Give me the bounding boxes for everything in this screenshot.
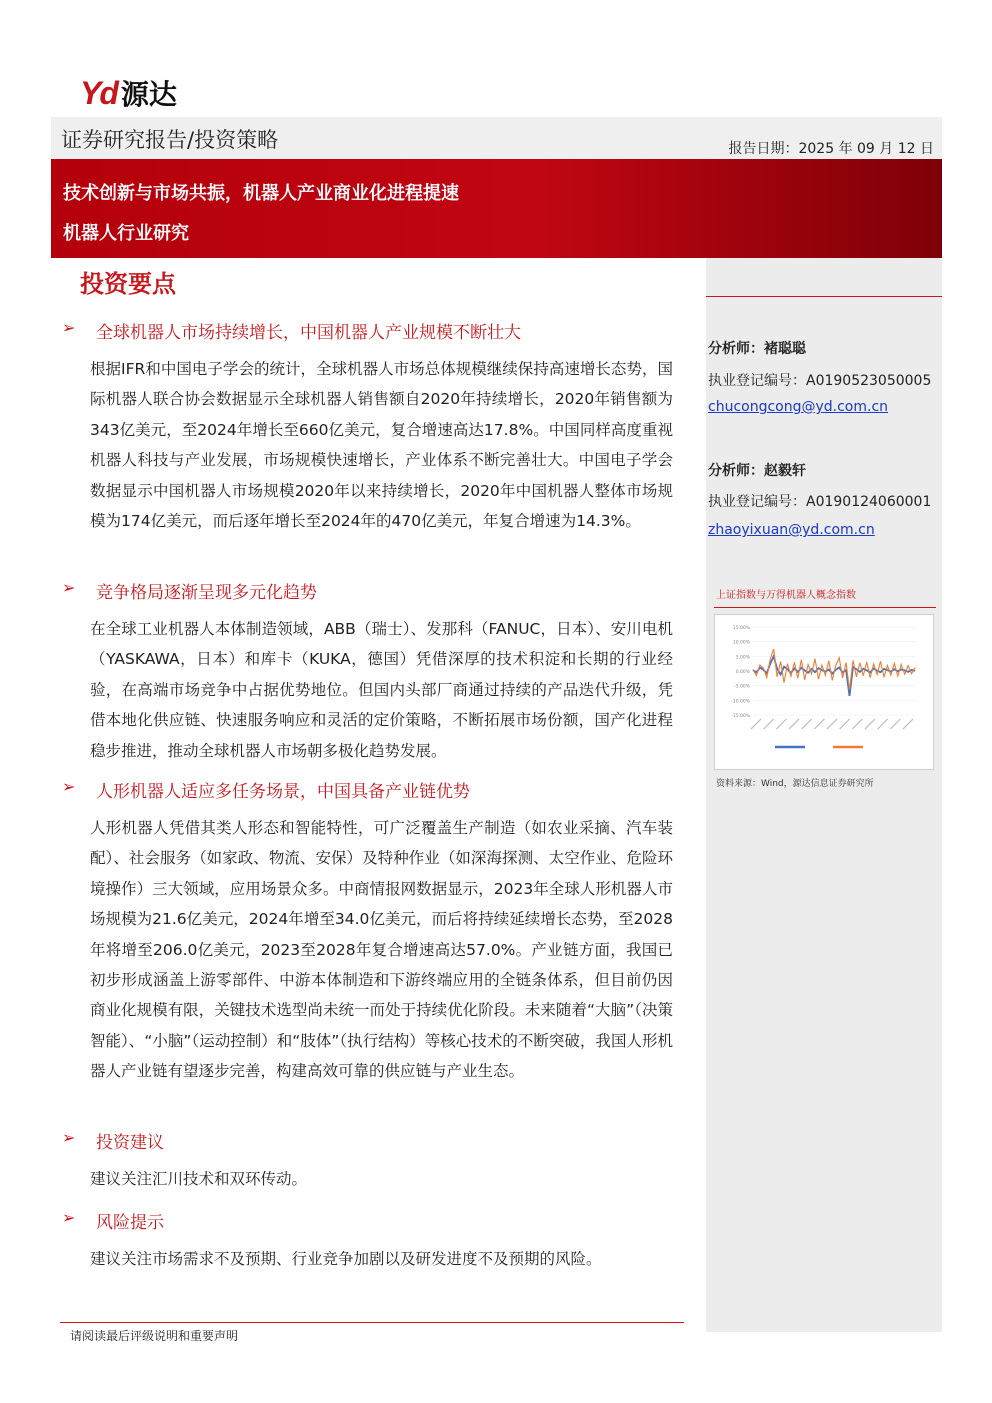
point-paragraph: 建议关注汇川技术和双环传动。: [90, 1170, 308, 1188]
point-title: 竞争格局逐渐呈现多元化趋势: [96, 583, 317, 603]
point-paragraph: 建议关注市场需求不及预期、行业竞争加剧以及研发进度不及预期的风险。: [90, 1250, 602, 1268]
point-paragraph: 在全球工业机器人本体制造领域，ABB（瑞士）、发那科（FANUC，日本）、安川电机（YASKAWA，日本）和库卡（KUKA，德国）凭借深厚的技术积淀和长期的行业经验，在高端市场竞争中占据优势地位。但国内头部厂商通过持续的产品迭代升级，凭借本地化供应链、快速服务响应和灵活的定价策略，不断拓展市场份额，国产化进程稳步推进，推动全球机器人市场朝多极化趋势发展。: [90, 620, 673, 760]
section-heading: 投资要点: [80, 270, 176, 298]
logo-text: 源达: [120, 78, 177, 111]
x-tick-label: [751, 719, 761, 729]
x-tick-label: [789, 719, 799, 729]
chart-title-rule: [714, 607, 936, 608]
x-tick-label: [764, 719, 774, 729]
footer-divider: [60, 1322, 684, 1323]
x-tick-label: [802, 719, 812, 729]
x-tick-label: [776, 719, 786, 729]
report-header-bar: [51, 117, 942, 159]
x-tick-label: [814, 719, 824, 729]
title-banner: [51, 159, 942, 258]
analyst-name: 分析师：褚聪聪: [708, 341, 806, 357]
logo-mark: Yd: [80, 74, 117, 111]
y-tick-label: -15.00%: [731, 714, 750, 719]
analyst-email-link[interactable]: chucongcong@yd.com.cn: [708, 399, 889, 415]
report-subtitle: 机器人行业研究: [63, 223, 189, 244]
point-section-4: [60, 1128, 685, 1188]
arrow-bullet-icon: ➢: [62, 777, 76, 796]
x-tick-label: [865, 719, 875, 729]
y-tick-label: -5.00%: [734, 684, 750, 690]
x-tick-label: [890, 719, 900, 729]
x-tick-label: [827, 719, 837, 729]
arrow-bullet-icon: ➢: [62, 578, 76, 597]
chart-frame: [714, 614, 934, 770]
report-type: 证券研究报告/投资策略: [61, 128, 279, 152]
company-logo: [80, 76, 177, 110]
y-tick-label: 0.00%: [735, 670, 750, 675]
point-title: 人形机器人适应多任务场景，中国具备产业链优势: [96, 782, 470, 802]
point-title: 投资建议: [96, 1133, 164, 1153]
analyst-name: 分析师：赵毅轩: [708, 463, 806, 479]
point-section-3: [60, 777, 685, 1081]
chart-source: 资料来源：Wind，源达信息证券研究所: [716, 779, 874, 789]
footer-note: 请阅读最后评级说明和重要声明: [70, 1329, 239, 1343]
y-tick-label: 10.00%: [732, 640, 750, 646]
report-title: 技术创新与市场共振，机器人产业商业化进程提速: [63, 183, 459, 204]
point-title: 风险提示: [96, 1213, 164, 1233]
point-paragraph: 根据IFR和中国电子学会的统计，全球机器人市场总体规模继续保持高速增长态势，国际机器人联合协会数据显示全球机器人销售额自2020年持续增长，2020年销售额为343亿美元，至2024年增长至660亿美元，复合增速高达17.8%。中国同样高度重视机器人科技与产业发展，市场规模快速增长，产业体系不断完善壮大。中国电子学会数据显示中国机器人市场规模2020年以来持续增长，2020年中国机器人整体市场规模为174亿美元，而后逐年增长至2024年的470亿美元，年复合增速为14.3%。: [90, 360, 673, 531]
point-section-2: [60, 578, 685, 760]
x-tick-label: [840, 719, 850, 729]
report-date: 报告日期：2025 年 09 月 12 日: [728, 141, 934, 157]
arrow-bullet-icon: ➢: [62, 318, 76, 337]
point-section-1: [60, 318, 685, 531]
arrow-bullet-icon: ➢: [62, 1208, 76, 1227]
x-tick-label: [852, 719, 862, 729]
sidebar: [706, 258, 942, 1332]
point-title: 全球机器人市场持续增长，中国机器人产业规模不断壮大: [96, 323, 521, 343]
point-paragraph: 人形机器人凭借其类人形态和智能特性，可广泛覆盖生产制造（如农业采摘、汽车装配）、社会服务（如家政、物流、安保）及特种作业（如深海探测、太空作业、危险环境操作）三大领域，应用场景众多。中商情报网数据显示，2023年全球人形机器人市场规模为21.6亿美元，2024年增至34.0亿美元，而后将持续延续增长态势，至2028年将增至206.0亿美元，2023至2028年复合增速高达57.0%。产业链方面，我国已初步形成涵盖上游零部件、中游本体制造和下游终端应用的全链条体系，但目前仍因商业化规模有限，关键技术选型尚未统一而处于持续优化阶段。未来随着“大脑”（决策智能）、“小脑”（运动控制）和“肢体”（执行结构）等核心技术的不断突破，我国人形机器人产业链有望逐步完善，构建高效可靠的供应链与产业生态。: [90, 819, 673, 1081]
y-tick-label: 15.00%: [732, 626, 750, 631]
point-section-5: [60, 1208, 685, 1268]
line-chart: [715, 615, 933, 769]
analyst-registration: 执业登记编号：A0190124060001: [708, 494, 932, 510]
sidebar-divider: [706, 296, 942, 297]
y-tick-label: 5.00%: [735, 655, 750, 661]
index-chart-panel: [714, 586, 936, 789]
x-tick-label: [903, 719, 913, 729]
y-tick-label: -10.00%: [731, 699, 750, 705]
arrow-bullet-icon: ➢: [62, 1128, 76, 1147]
x-tick-label: [878, 719, 888, 729]
analyst-registration: 执业登记编号：A0190523050005: [708, 373, 932, 389]
chart-title: 上证指数与万得机器人概念指数: [716, 590, 856, 601]
analyst-email-link[interactable]: zhaoyixuan@yd.com.cn: [708, 522, 875, 538]
